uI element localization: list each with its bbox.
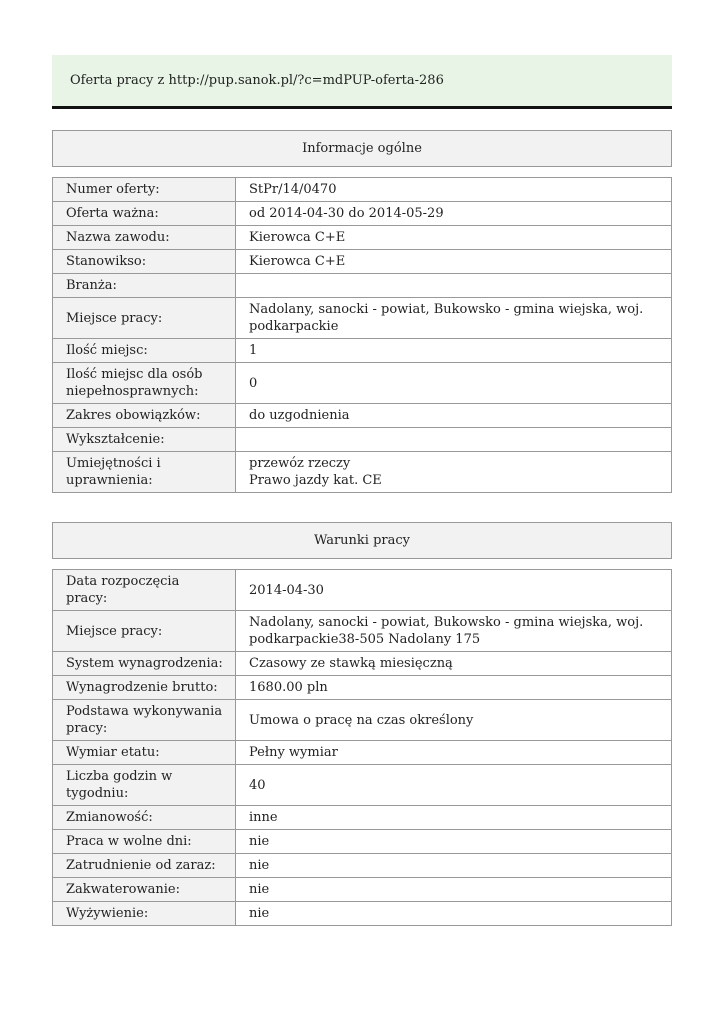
row-value-line [249, 431, 659, 448]
row-label: Zatrudnienie od zaraz: [53, 854, 236, 878]
section-conditions-title-text: Warunki pracy [313, 533, 411, 548]
section-general-title-text: Informacje ogólne [302, 141, 422, 156]
table-row [53, 298, 672, 339]
table-row [53, 878, 672, 902]
table-row [53, 226, 672, 250]
row-value-line: Czasowy ze stawką miesięczną [249, 656, 453, 671]
row-label: Podstawa wykonywania pracy: [53, 700, 236, 741]
row-value-line: StPr/14/0470 [249, 182, 337, 197]
table-row [53, 250, 672, 274]
row-value-line: nie [249, 834, 270, 849]
row-value-line: 0 [249, 375, 258, 391]
row-label: Wymiar etatu: [53, 741, 236, 765]
row-value [236, 404, 672, 428]
row-value [236, 570, 672, 611]
table-row [53, 428, 672, 452]
offer-header-title: Oferta pracy z http://pup.sanok.pl/?c=mdPUP-oferta-286 [70, 73, 444, 88]
row-value [236, 611, 672, 652]
row-label: Ilość miejsc dla osób niepełnosprawnych: [53, 363, 236, 404]
row-value-line [249, 277, 659, 294]
row-label: Oferta ważna: [53, 202, 236, 226]
table-row [53, 806, 672, 830]
table-row [53, 363, 672, 404]
row-label: Zakres obowiązków: [53, 404, 236, 428]
row-label: System wynagrodzenia: [53, 652, 236, 676]
row-value [236, 298, 672, 339]
section-general-title [52, 130, 672, 167]
row-value [236, 339, 672, 363]
row-value-line: nie [249, 882, 270, 897]
row-value [236, 250, 672, 274]
row-value-line: 1 [249, 343, 258, 358]
row-label: Ilość miejsc: [53, 339, 236, 363]
row-value [236, 274, 672, 298]
row-value-line: Nadolany, sanocki - powiat, Bukowsko - gmina wiejska, woj. [249, 302, 644, 317]
row-value [236, 902, 672, 926]
row-label: Wykształcenie: [53, 428, 236, 452]
table-row [53, 676, 672, 700]
table-row [53, 274, 672, 298]
row-value [236, 226, 672, 250]
row-value-line: nie [249, 906, 270, 921]
row-label: Praca w wolne dni: [53, 830, 236, 854]
row-label: Umiejętności i uprawnienia: [53, 452, 236, 493]
table-row [53, 902, 672, 926]
table-row [53, 339, 672, 363]
row-label: Stanowikso: [53, 250, 236, 274]
row-value [236, 178, 672, 202]
offer-header [52, 55, 672, 109]
row-value-line: Umowa o pracę na czas określony [249, 712, 474, 728]
row-value [236, 652, 672, 676]
row-value [236, 830, 672, 854]
row-value [236, 854, 672, 878]
table-row [53, 700, 672, 741]
row-label: Zmianowość: [53, 806, 236, 830]
table-row [53, 765, 672, 806]
row-label: Branża: [53, 274, 236, 298]
row-value [236, 878, 672, 902]
row-label: Liczba godzin w tygodniu: [53, 765, 236, 806]
table-row [53, 452, 672, 493]
row-label: Nazwa zawodu: [53, 226, 236, 250]
row-value [236, 741, 672, 765]
row-label: Wyżywienie: [53, 902, 236, 926]
row-value-line: nie [249, 858, 270, 873]
row-label: Wynagrodzenie brutto: [53, 676, 236, 700]
table-row [53, 741, 672, 765]
row-value [236, 428, 672, 452]
row-value-line: od 2014-04-30 do 2014-05-29 [249, 206, 444, 221]
table-row [53, 611, 672, 652]
row-value-line: do uzgodnienia [249, 408, 350, 423]
row-value-line: Kierowca C+E [249, 254, 346, 269]
table-row [53, 854, 672, 878]
row-value [236, 452, 672, 493]
row-value [236, 202, 672, 226]
table-row [53, 178, 672, 202]
row-label: Miejsce pracy: [53, 611, 236, 652]
table-row [53, 830, 672, 854]
row-value-line: Nadolany, sanocki - powiat, Bukowsko - gmina wiejska, woj. [249, 615, 644, 630]
row-label: Data rozpoczęcia pracy: [53, 570, 236, 611]
row-value-line: 2014-04-30 [249, 582, 324, 598]
table-row [53, 202, 672, 226]
row-value [236, 363, 672, 404]
row-value [236, 806, 672, 830]
table-row [53, 404, 672, 428]
table-row [53, 570, 672, 611]
row-value-line: Kierowca C+E [249, 230, 346, 245]
row-label: Numer oferty: [53, 178, 236, 202]
table-row [53, 652, 672, 676]
row-value-line: przewóz rzeczy [249, 456, 351, 471]
row-value [236, 676, 672, 700]
row-value [236, 765, 672, 806]
row-value-line: Prawo jazdy kat. CE [249, 473, 382, 488]
row-value-line: inne [249, 810, 278, 825]
row-value-line: 40 [249, 777, 266, 793]
conditions-table [52, 569, 672, 926]
row-label: Miejsce pracy: [53, 298, 236, 339]
row-value-line: 1680.00 pln [249, 680, 328, 695]
row-value-line: podkarpackie [249, 319, 339, 334]
row-label: Zakwaterowanie: [53, 878, 236, 902]
row-value-line: podkarpackie38-505 Nadolany 175 [249, 632, 481, 647]
row-value-line: Pełny wymiar [249, 745, 338, 760]
general-info-table [52, 177, 672, 493]
row-value [236, 700, 672, 741]
section-conditions-title [52, 522, 672, 559]
